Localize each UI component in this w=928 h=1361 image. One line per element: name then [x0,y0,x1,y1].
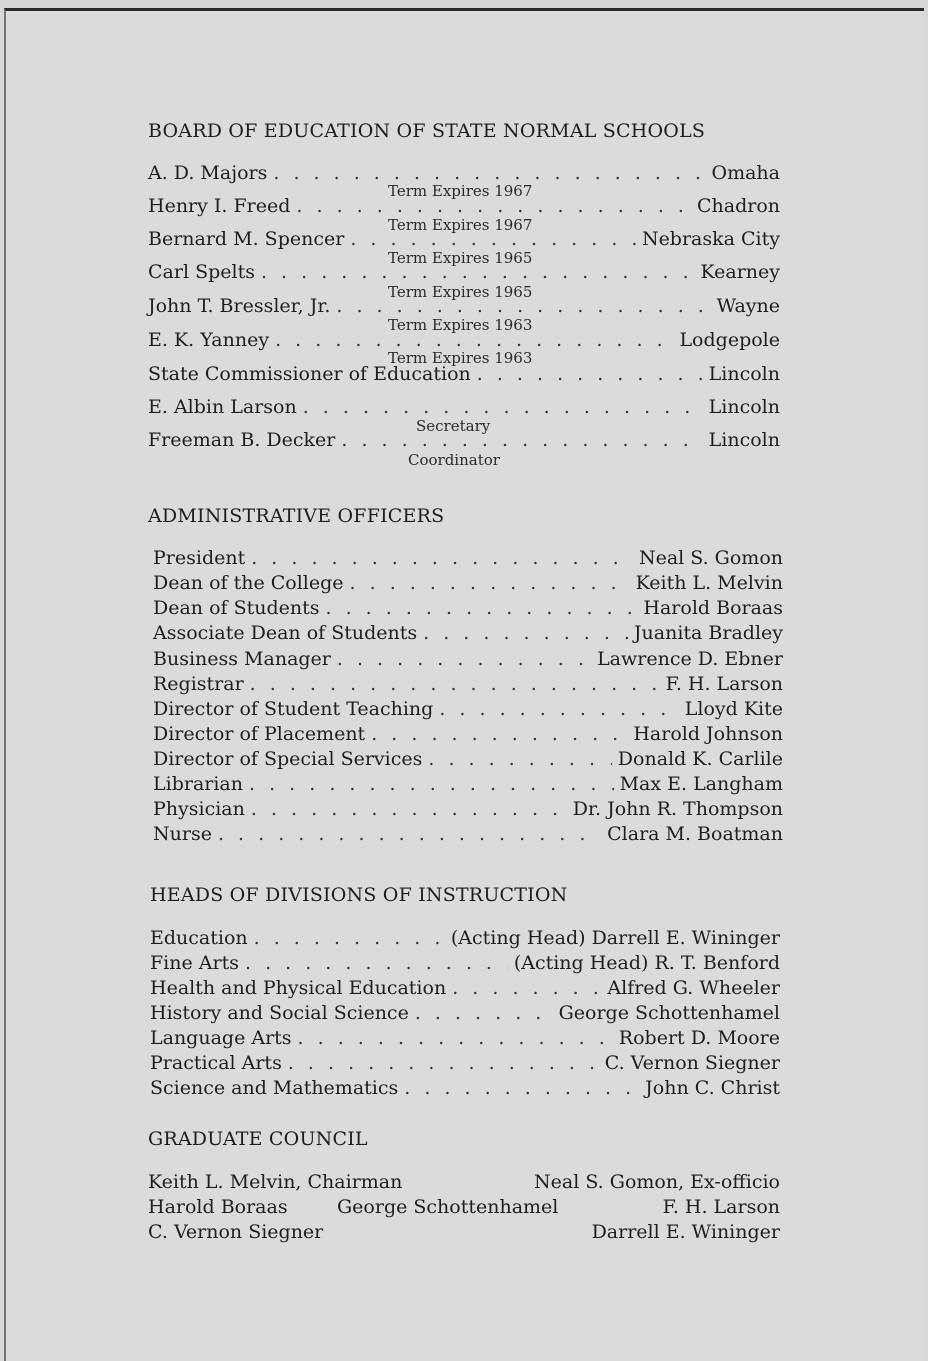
board-member-place: Omaha [711,162,780,184]
dot-leader [477,363,703,385]
division-row [150,1077,780,1102]
officer-role: Registrar [153,673,244,695]
division-name: Fine Arts [150,952,239,974]
officer-role: Dean of the College [153,572,344,594]
board-member-place: Lincoln [708,363,780,385]
board-member-term: Term Expires 1965 [388,249,533,267]
division-head: Robert D. Moore [618,1027,780,1049]
division-head: (Acting Head) Darrell E. Wininger [450,927,780,949]
board-member-title: Secretary [416,417,491,435]
board-member-name: Henry I. Freed [148,195,291,217]
division-row [150,952,780,977]
division-row [150,977,780,1002]
board-member-place: Chadron [696,195,780,217]
dot-leader [250,673,660,695]
dot-leader [251,547,633,569]
officer-row [153,597,783,622]
dot-leader [452,977,601,999]
board-member-place: Wayne [716,295,780,317]
officer-role: President [153,547,246,569]
officer-role: Physician [153,798,245,820]
division-head: John C. Christ [645,1077,780,1099]
division-name: Practical Arts [150,1052,282,1074]
dot-leader [245,952,508,974]
graduate-member: Keith L. Melvin, Chairman [148,1171,403,1193]
officer-name: Neal S. Gomon [638,547,783,569]
dot-leader [326,597,638,619]
dot-leader [251,798,567,820]
division-head: (Acting Head) R. T. Benford [513,952,780,974]
officer-name: Lloyd Kite [684,698,783,720]
dot-leader [404,1077,639,1099]
officer-row [153,572,783,597]
division-name: Health and Physical Education [150,977,447,999]
dot-leader [298,1027,613,1049]
board-member-term: Term Expires 1967 [388,182,533,200]
board-member-place: Nebraska City [641,228,780,250]
officer-name: Harold Johnson [633,723,783,745]
dot-leader [337,648,591,670]
dot-leader [273,162,705,184]
officer-role: Business Manager [153,648,331,670]
dot-leader [439,698,678,720]
board-member-term: Term Expires 1963 [388,316,533,334]
officer-row [153,547,783,572]
board-member-name: John T. Bressler, Jr. [148,295,331,317]
dot-leader [341,429,702,451]
board-member-place: Kearney [700,261,780,283]
division-row [150,1052,780,1077]
officer-role: Director of Special Services [153,748,423,770]
officer-row [153,648,783,673]
officer-name: Keith L. Melvin [635,572,783,594]
division-head: Alfred G. Wheeler [607,977,780,999]
board-member-place: Lincoln [708,429,780,451]
board-member-row [148,363,780,388]
board-member-name: A. D. Majors [148,162,268,184]
graduate-member: Neal S. Gomon, Ex-officio [534,1171,780,1193]
officer-role: Director of Student Teaching [153,698,434,720]
dot-leader [350,572,630,594]
officer-role: Nurse [153,823,212,845]
divisions-section-title: HEADS OF DIVISIONS OF INSTRUCTION [150,884,568,906]
division-head: George Schottenhamel [558,1002,780,1024]
division-row [150,927,780,952]
board-member-place: Lincoln [708,396,780,418]
dot-leader [428,748,611,770]
division-row [150,1002,780,1027]
dot-leader [336,295,710,317]
officer-name: F. H. Larson [665,673,783,695]
dot-leader [254,927,445,949]
officer-row [153,622,783,647]
dot-leader [249,773,614,795]
graduate-member: George Schottenhamel [337,1196,559,1218]
division-head: C. Vernon Siegner [604,1052,780,1074]
officer-name: Donald K. Carlile [617,748,783,770]
board-section-title: BOARD OF EDUCATION OF STATE NORMAL SCHOOLS [148,120,706,142]
officer-name: Max E. Langham [619,773,783,795]
dot-leader [303,396,703,418]
admin-section-title: ADMINISTRATIVE OFFICERS [148,505,445,527]
division-row [150,1027,780,1052]
officer-name: Clara M. Boatman [607,823,783,845]
board-member-term: Term Expires 1967 [388,216,533,234]
officer-row [153,673,783,698]
board-member-title: Coordinator [408,451,500,469]
officer-row [153,748,783,773]
dot-leader [261,261,694,283]
officer-role: Director of Placement [153,723,366,745]
officer-role: Dean of Students [153,597,320,619]
dot-leader [371,723,627,745]
graduate-member: Harold Boraas [148,1196,288,1218]
board-member-name: Freeman B. Decker [148,429,336,451]
division-name: Language Arts [150,1027,292,1049]
graduate-member: Darrell E. Wininger [591,1221,780,1243]
dot-leader [218,823,601,845]
division-name: Science and Mathematics [150,1077,399,1099]
dot-leader [288,1052,599,1074]
board-member-name: State Commissioner of Education [148,363,471,385]
officer-row [153,773,783,798]
dot-leader [275,329,673,351]
board-member-name: E. K. Yanney [148,329,270,351]
division-name: Education [150,927,248,949]
officer-role: Associate Dean of Students [153,622,418,644]
board-member-name: Carl Spelts [148,261,255,283]
officer-row [153,723,783,748]
dot-leader [423,622,628,644]
graduate-member: C. Vernon Siegner [148,1221,324,1243]
officer-row [153,698,783,723]
board-member-name: E. Albin Larson [148,396,297,418]
dot-leader [350,228,636,250]
dot-leader [296,195,691,217]
graduate-member: F. H. Larson [662,1196,780,1218]
officer-row [153,823,783,848]
board-member-place: Lodgepole [679,329,780,351]
board-member-term: Term Expires 1963 [388,349,533,367]
officer-name: Lawrence D. Ebner [597,648,783,670]
division-name: History and Social Science [150,1002,409,1024]
graduate-section-title: GRADUATE COUNCIL [148,1128,368,1150]
dot-leader [415,1002,553,1024]
officer-name: Dr. John R. Thompson [572,798,783,820]
officer-role: Librarian [153,773,243,795]
officer-name: Harold Boraas [643,597,783,619]
board-member-name: Bernard M. Spencer [148,228,345,250]
officer-row [153,798,783,823]
officer-name: Juanita Bradley [633,622,783,644]
board-member-term: Term Expires 1965 [388,283,533,301]
